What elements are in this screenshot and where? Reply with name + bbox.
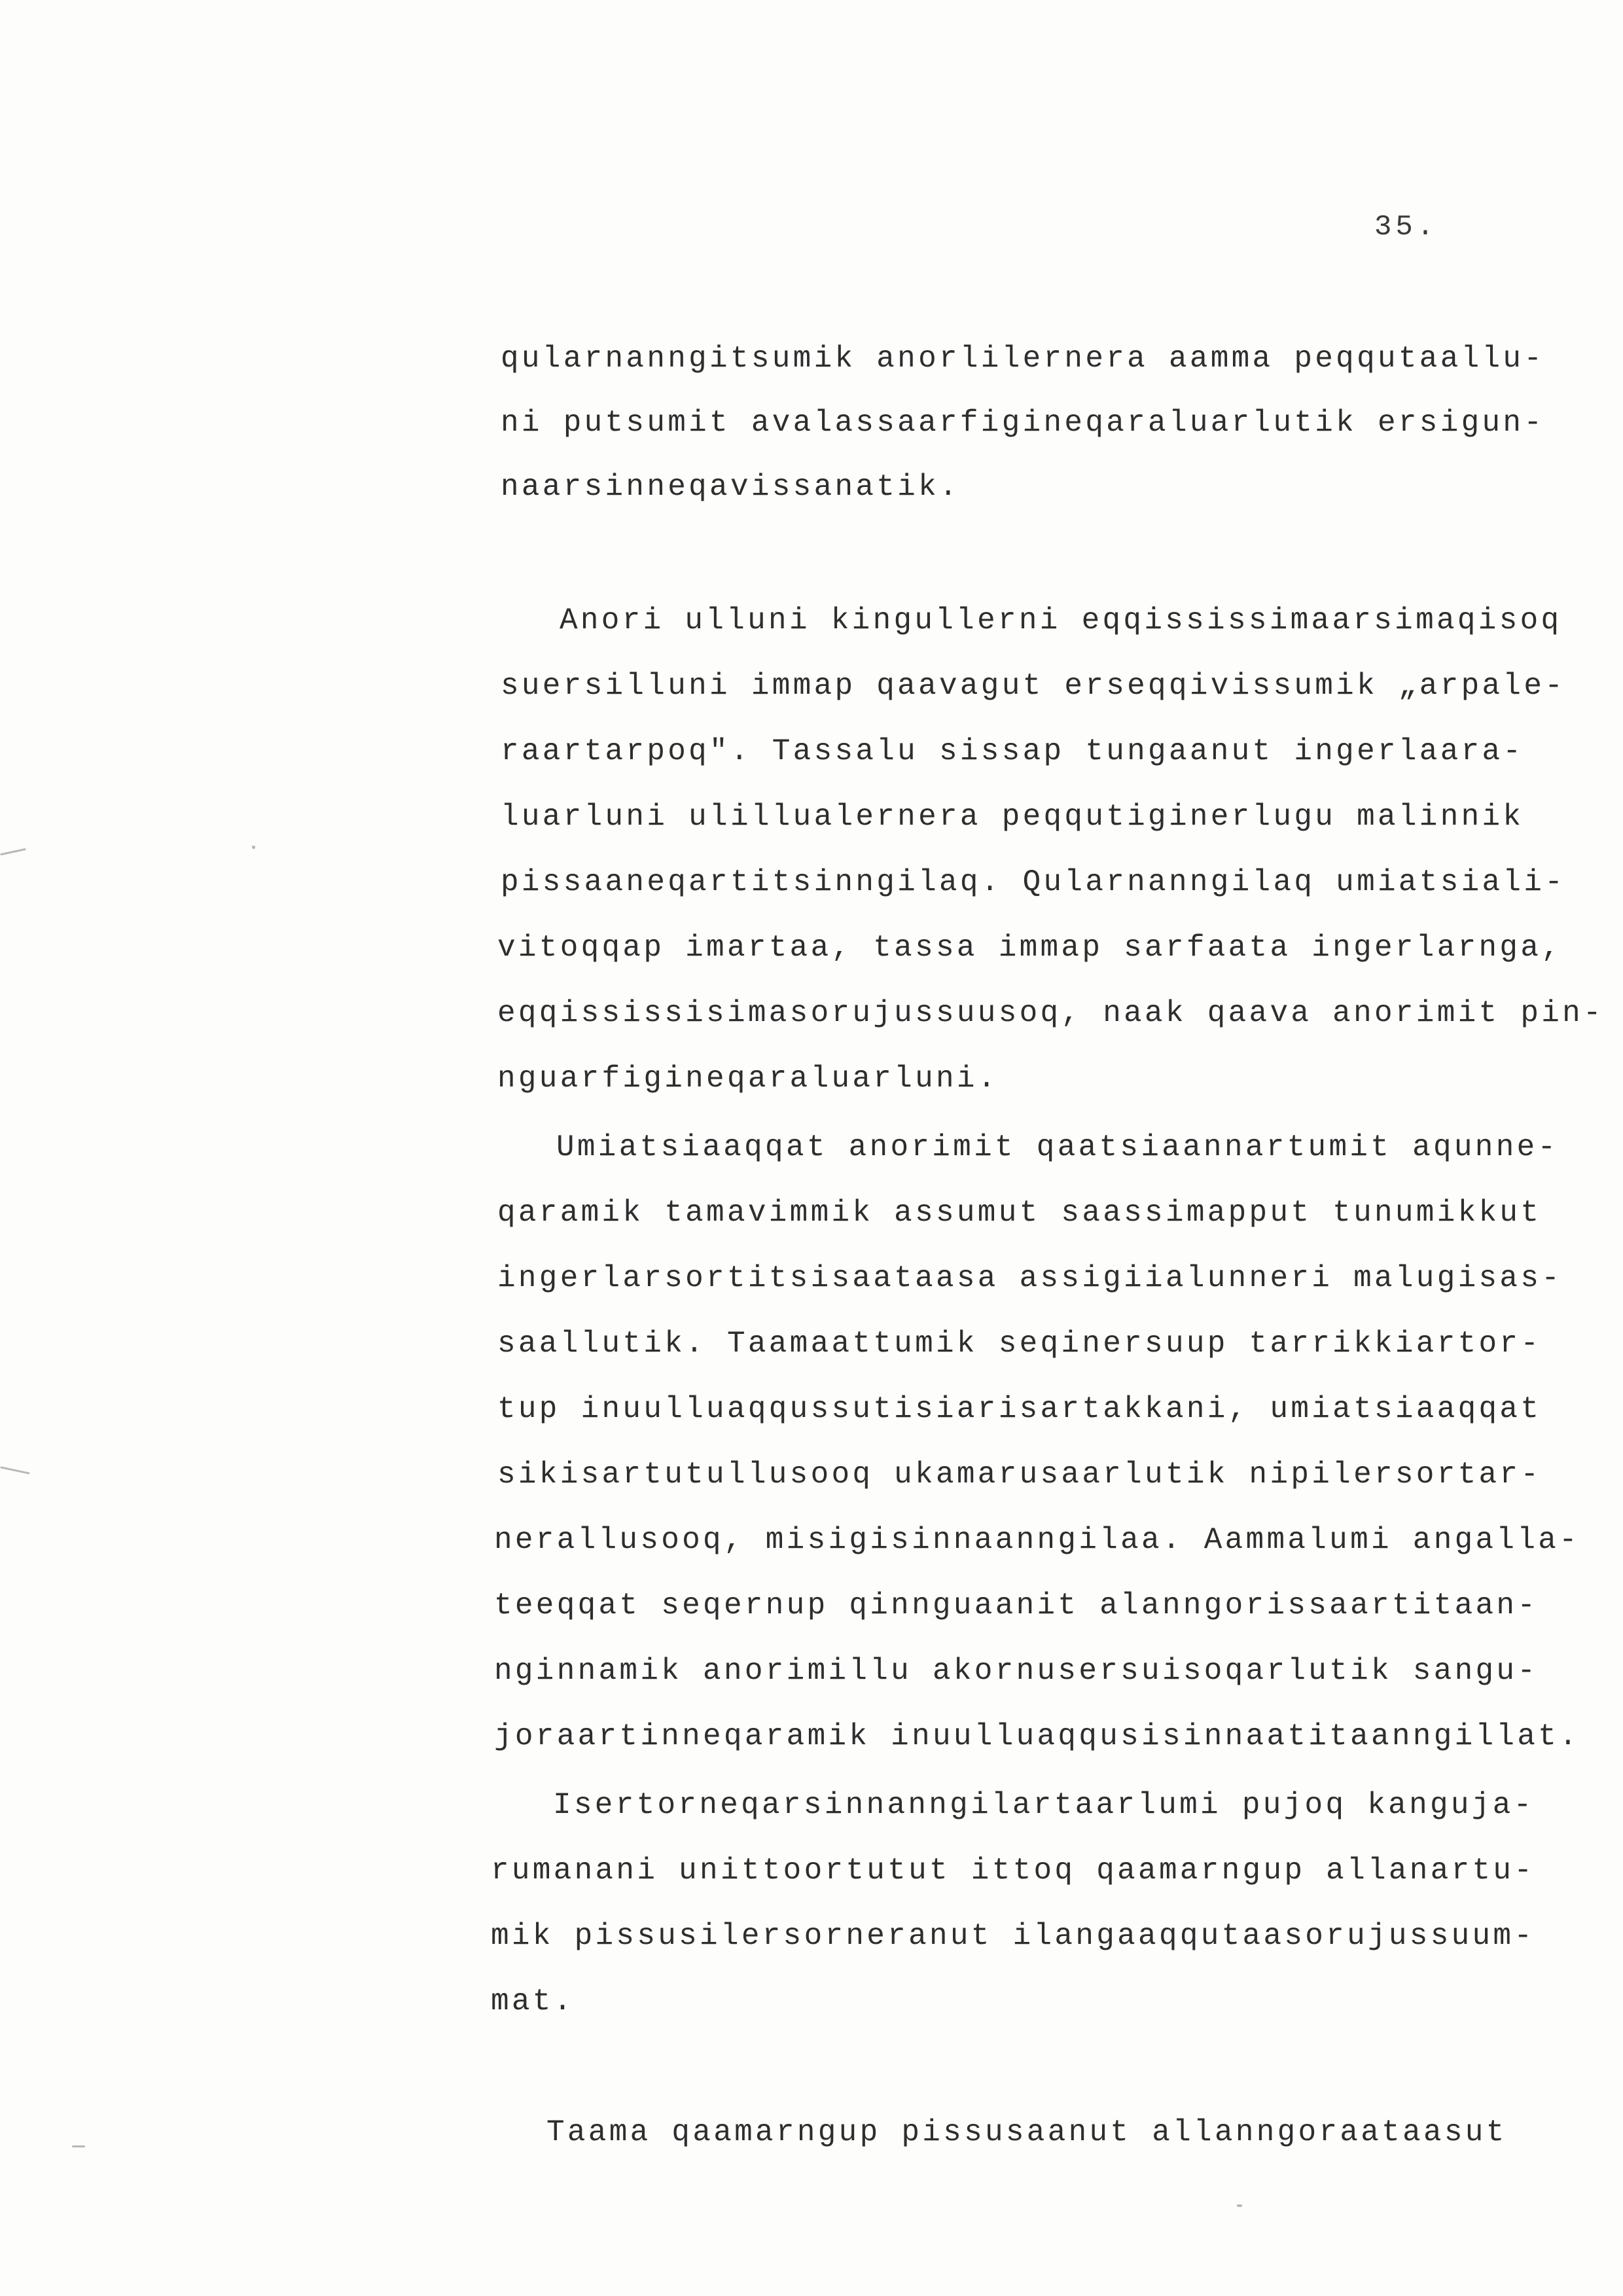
text-line-17: sikisartutullusooq ukamarusaarlutik nipilersortar- <box>497 1458 1542 1492</box>
text-line-16: tup inuulluaqqussutisiarisartakkani, umiatsiaaqqat <box>497 1392 1542 1426</box>
text-line-11: nguarfigineqaraluarluni. <box>497 1062 999 1096</box>
text-line-14: ingerlarsortitsisaataasa assigiialunneri malugisas- <box>497 1261 1563 1295</box>
text-line-20: nginnamik anorimillu akornusersuisoqarlutik sangu- <box>494 1654 1539 1688</box>
scan-mark <box>72 2145 85 2147</box>
text-line-9: vitoqqap imartaa, tassa immap sarfaata ingerlarnga, <box>497 931 1563 965</box>
text-line-22: Isertorneqarsinnanngilartaarlumi pujoq kanguja- <box>553 1788 1535 1822</box>
scan-mark <box>0 848 26 855</box>
scan-mark <box>252 846 255 849</box>
text-line-13: qaramik tamavimmik assumut saassimapput tunumikkut <box>497 1196 1542 1230</box>
text-line-12: Umiatsiaaqqat anorimit qaatsiaannartumit aqunne- <box>556 1130 1559 1164</box>
page-number: 35. <box>1374 211 1438 243</box>
text-line-4: Anori ulluni kingullerni eqqississimaarsimaqisoq <box>560 603 1562 637</box>
scan-mark <box>1237 2204 1242 2207</box>
text-line-24: mik pissusilersorneranut ilangaaqqutaasorujussuum- <box>491 1919 1535 1953</box>
text-line-1: qularnanngitsumik anorlilernera aamma peqqutaallu- <box>501 342 1545 376</box>
text-line-23: rumanani unittoortutut ittoq qaamarngup allanartu- <box>491 1854 1535 1888</box>
text-line-19: teeqqat seqernup qinnguaanit alanngorissaartitaan- <box>494 1588 1539 1623</box>
text-line-7: luarluni ulillualernera peqqutiginerlugu malinnik <box>501 800 1524 834</box>
text-line-8: pissaaneqartitsinngilaq. Qularnanngilaq umiatsiali- <box>501 865 1566 899</box>
text-line-2: ni putsumit avalassaarfigineqaraluarlutik ersigun- <box>501 406 1545 440</box>
text-line-10: eqqississisimasorujussuusoq, naak qaava anorimit pin- <box>497 996 1604 1030</box>
scan-mark <box>0 1466 30 1474</box>
text-line-25: mat. <box>491 1984 575 2018</box>
text-line-18: nerallusooq, misigisinnaanngilaa. Aammalumi angalla- <box>494 1523 1580 1557</box>
text-line-6: raartarpoq". Tassalu sissap tungaanut ingerlaara- <box>501 734 1524 768</box>
text-line-5: suersilluni immap qaavagut erseqqivissumik „arpale- <box>501 669 1566 703</box>
text-line-26: Taama qaamarngup pissusaanut allanngoraataasut <box>546 2115 1507 2149</box>
text-line-21: joraartinneqaramik inuulluaqqusisinnaatitaanngillat. <box>494 1719 1580 1753</box>
text-line-15: saallutik. Taamaattumik seqinersuup tarrikkiartor- <box>497 1327 1542 1361</box>
text-line-3: naarsinneqavissanatik. <box>501 470 960 504</box>
